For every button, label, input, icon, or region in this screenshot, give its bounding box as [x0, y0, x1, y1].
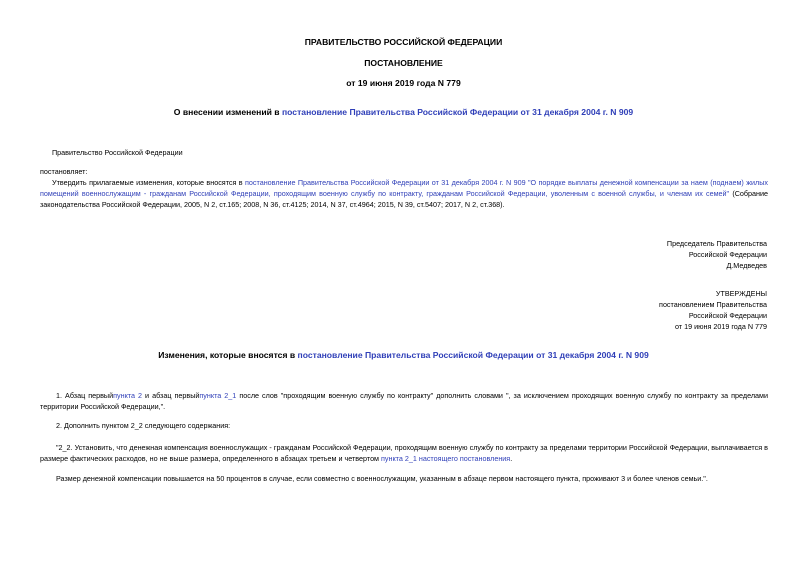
change-item-1-c: после слов "проходящим военную службу по контракту" дополнить словами ", за исключением проходящих военную службу по контракту за пределами территории Российской Федерации,".: [40, 391, 768, 411]
signature-line-3: Д.Медведев: [726, 261, 767, 270]
change-item-1-b: и абзац первый: [142, 391, 200, 400]
header-doc-type: ПОСТАНОВЛЕНИЕ: [364, 58, 443, 68]
decision-paragraph: [40, 177, 768, 210]
header-date-number: от 19 июня 2019 года N 779: [346, 78, 461, 88]
change-item-1-link-p2-1[interactable]: пункта 2_1: [199, 391, 237, 400]
change-item-2-last: Размер денежной компенсации повышается на 50 процентов в случае, если совместно с военнослужащим, указанным в абзаце первом настоящего пункта, проживают 3 и более членов семьи.".: [56, 474, 708, 483]
approved-line-2: постановлением Правительства: [659, 300, 767, 309]
changes-title-prefix: Изменения, которые вносятся в: [158, 350, 298, 360]
changes-title: [0, 350, 807, 360]
approved-line-4: от 19 июня 2019 года N 779: [674, 322, 767, 331]
document-title-link[interactable]: постановление Правительства Российской Федерации от 31 декабря 2004 г. N 909: [281, 107, 634, 117]
change-item-2: 2. Дополнить пунктом 2_2 следующего содержания:: [56, 421, 231, 430]
decision-paragraph-post: (Собрание законодательства Российской Федерации, 2005, N 2, ст.165; 2008, N 36, ст.4125; 2014, N 37, ст.4964; 2015, N 39, ст.5407; 2017, N 2, ст.368).: [40, 189, 768, 209]
change-item-2-quote-link[interactable]: пункта 2_1 настоящего постановления: [381, 454, 511, 463]
issuer-text: Правительство Российской Федерации: [52, 148, 183, 157]
change-item-2-quote-a: "2_2. Установить, что денежная компенсация военнослужащих - гражданам Российской Федерации, проходящим военную службу по контракту за пределами территории Российской Федерации, выплачивается в размере фактических расходов, но не выше размера, определенного в абзацах третьем и четвертом: [40, 443, 768, 463]
header-government: ПРАВИТЕЛЬСТВО РОССИЙСКОЙ ФЕДЕРАЦИИ: [304, 37, 503, 47]
document-title: [0, 107, 807, 117]
signature-line-2: Российской Федерации: [688, 250, 767, 259]
approved-block: [659, 288, 767, 332]
change-item-1: [40, 390, 768, 412]
approved-line-1: УТВЕРЖДЕНЫ: [715, 289, 767, 298]
decision-paragraph-pre: Утвердить прилагаемые изменения, которые вносятся в: [52, 178, 246, 187]
signature-line-1: Председатель Правительства: [666, 239, 767, 248]
change-item-2-quote-b: .: [510, 454, 513, 463]
decision-paragraph-link-resolution[interactable]: постановление Правительства Российской Федерации от 31 декабря 2004 г. N 909: [245, 178, 526, 187]
approved-line-3: Российской Федерации: [688, 311, 767, 320]
change-item-1-a: 1. Абзац первый: [56, 391, 114, 400]
change-item-1-link-p2[interactable]: пункта 2: [113, 391, 143, 400]
decides-text: постановляет:: [40, 167, 88, 176]
signature-block: [667, 238, 767, 271]
decision-paragraph-link-title[interactable]: "О порядке выплаты денежной компенсации за наем (поднаем) жилых помещений военнослужащим - гражданам Российской Федерации, проходящим военную службу по контракту, гражданам Российской Федерации, уволенным с военной службы, и членам их семей": [40, 178, 768, 198]
document-title-prefix: О внесении изменений в: [173, 107, 282, 117]
change-item-2-quote: [40, 442, 768, 464]
changes-title-link[interactable]: постановление Правительства Российской Федерации от 31 декабря 2004 г. N 909: [297, 350, 649, 360]
